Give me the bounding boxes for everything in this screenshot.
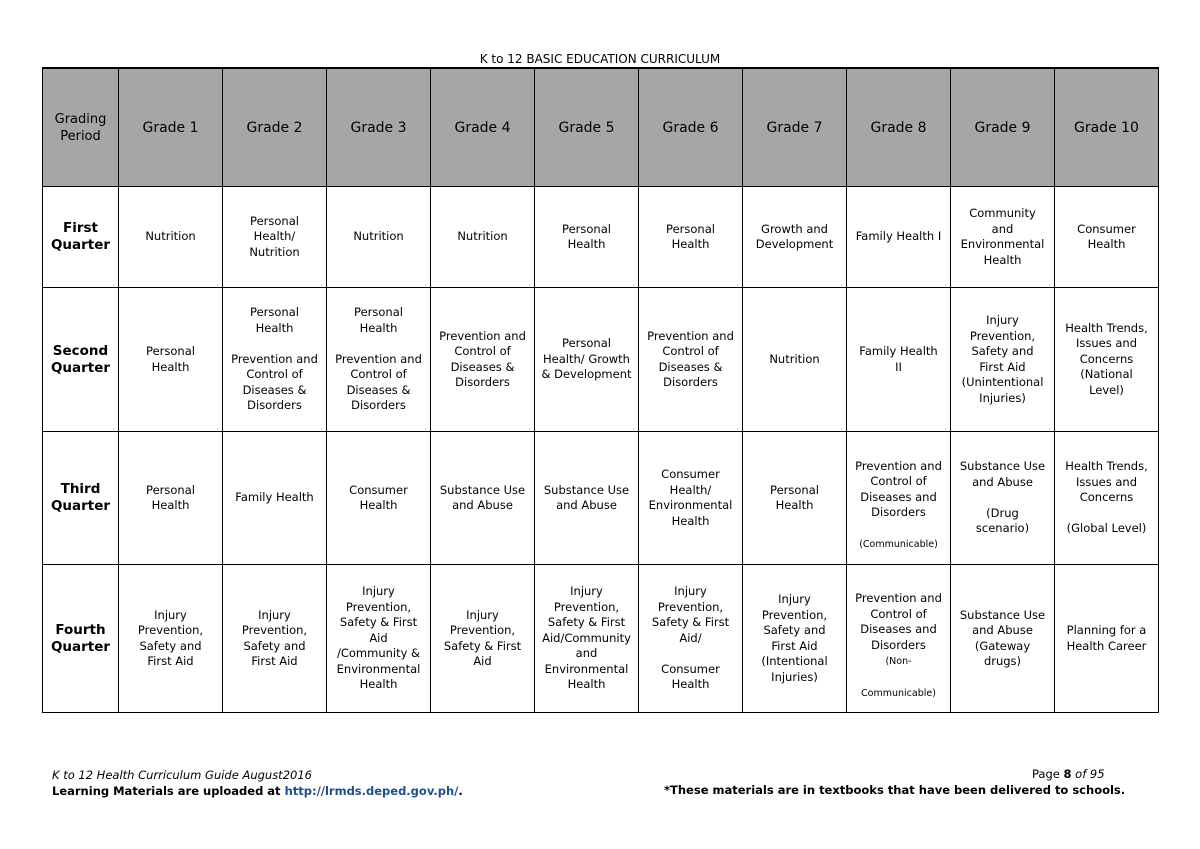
table-cell: Substance Use and Abuse (Drug scenario)	[951, 432, 1055, 565]
textbook-note: *These materials are in textbooks that have been delivered to schools.	[664, 783, 1126, 797]
table-cell: Injury Prevention, Safety and First Aid (Intentional Injuries)	[743, 565, 847, 713]
period-third-quarter: Third Quarter	[43, 432, 119, 565]
curriculum-table	[42, 67, 1159, 713]
header-grade-5: Grade 5	[535, 68, 639, 187]
table-cell: Nutrition	[743, 288, 847, 432]
table-cell: Nutrition	[119, 187, 223, 288]
header-grade-6: Grade 6	[639, 68, 743, 187]
table-cell: Family Health II	[847, 288, 951, 432]
table-cell: Consumer Health	[1055, 187, 1159, 288]
table-cell: Personal Health	[639, 187, 743, 288]
table-cell: Substance Use and Abuse (Gateway drugs)	[951, 565, 1055, 713]
table-cell: Personal Health Prevention and Control of Diseases & Disorders	[223, 288, 327, 432]
table-cell: Injury Prevention, Safety & First Aid /Community & Environmental Health	[327, 565, 431, 713]
page-current: 8	[1063, 767, 1072, 781]
table-cell: Planning for a Health Career	[1055, 565, 1159, 713]
table-cell: Injury Prevention, Safety & First Aid	[431, 565, 535, 713]
page-of: of	[1071, 767, 1090, 781]
table-cell: Family Health I	[847, 187, 951, 288]
table-cell: Personal Health	[743, 432, 847, 565]
cell-note: (Communicable)	[859, 539, 938, 551]
table-cell: Health Trends, Issues and Concerns (National Level)	[1055, 288, 1159, 432]
table-cell: Growth and Development	[743, 187, 847, 288]
header-grade-7: Grade 7	[743, 68, 847, 187]
footer-left	[52, 767, 463, 799]
table-cell: Nutrition	[431, 187, 535, 288]
table-cell: Consumer Health	[327, 432, 431, 565]
table-row-second-quarter	[43, 288, 1159, 432]
table-cell: Substance Use and Abuse	[535, 432, 639, 565]
table-header-row	[43, 68, 1159, 187]
header-grade-3: Grade 3	[327, 68, 431, 187]
table-cell-grade-8	[847, 432, 951, 565]
cell-text: Prevention and Control of Diseases and Disorders	[855, 591, 942, 652]
header-grading-period: Grading Period	[43, 68, 119, 187]
table-cell: Injury Prevention, Safety & First Aid/Community and Environmental Health	[535, 565, 639, 713]
table-cell-grade-8	[847, 565, 951, 713]
header-grade-2: Grade 2	[223, 68, 327, 187]
table-cell: Injury Prevention, Safety and First Aid (Unintentional Injuries)	[951, 288, 1055, 432]
table-cell: Health Trends, Issues and Concerns (Global Level)	[1055, 432, 1159, 565]
table-row-fourth-quarter	[43, 565, 1159, 713]
header-grade-8: Grade 8	[847, 68, 951, 187]
table-row-third-quarter	[43, 432, 1159, 565]
period-second-quarter: Second Quarter	[43, 288, 119, 432]
upload-period: .	[458, 784, 463, 798]
table-cell: Personal Health/ Nutrition	[223, 187, 327, 288]
cell-text: Prevention and Control of Diseases and Disorders	[855, 458, 942, 520]
header-grade-10: Grade 10	[1055, 68, 1159, 187]
table-cell: Substance Use and Abuse	[431, 432, 535, 565]
table-cell: Personal Health Prevention and Control of Diseases & Disorders	[327, 288, 431, 432]
period-first-quarter: First Quarter	[43, 187, 119, 288]
upload-text: Learning Materials are uploaded at	[52, 784, 285, 798]
lrmds-link[interactable]: http://lrmds.deped.gov.ph/	[284, 784, 459, 798]
page-label: Page	[1032, 767, 1064, 781]
table-cell: Nutrition	[327, 187, 431, 288]
cell-note: (Non-	[885, 656, 912, 667]
upload-line	[52, 783, 463, 799]
page-number	[1032, 767, 1105, 781]
table-cell: Personal Health	[535, 187, 639, 288]
table-cell: Personal Health/ Growth & Development	[535, 288, 639, 432]
period-fourth-quarter: Fourth Quarter	[43, 565, 119, 713]
table-cell: Consumer Health/ Environmental Health	[639, 432, 743, 565]
table-cell: Prevention and Control of Diseases & Disorders	[639, 288, 743, 432]
table-cell: Injury Prevention, Safety and First Aid	[119, 565, 223, 713]
header-grade-1: Grade 1	[119, 68, 223, 187]
table-cell: Family Health	[223, 432, 327, 565]
table-cell: Injury Prevention, Safety & First Aid/ Consumer Health	[639, 565, 743, 713]
table-cell: Community and Environmental Health	[951, 187, 1055, 288]
cell-note: Communicable)	[861, 688, 936, 699]
header-grade-9: Grade 9	[951, 68, 1055, 187]
table-cell: Personal Health	[119, 432, 223, 565]
table-cell: Personal Health	[119, 288, 223, 432]
table-cell: Injury Prevention, Safety and First Aid	[223, 565, 327, 713]
table-row-first-quarter	[43, 187, 1159, 288]
page-total: 95	[1089, 767, 1105, 781]
table-cell: Prevention and Control of Diseases & Disorders	[431, 288, 535, 432]
curriculum-guide-label: K to 12 Health Curriculum Guide August2016	[52, 768, 312, 782]
document-title: K to 12 BASIC EDUCATION CURRICULUM	[479, 52, 721, 66]
header-grade-4: Grade 4	[431, 68, 535, 187]
